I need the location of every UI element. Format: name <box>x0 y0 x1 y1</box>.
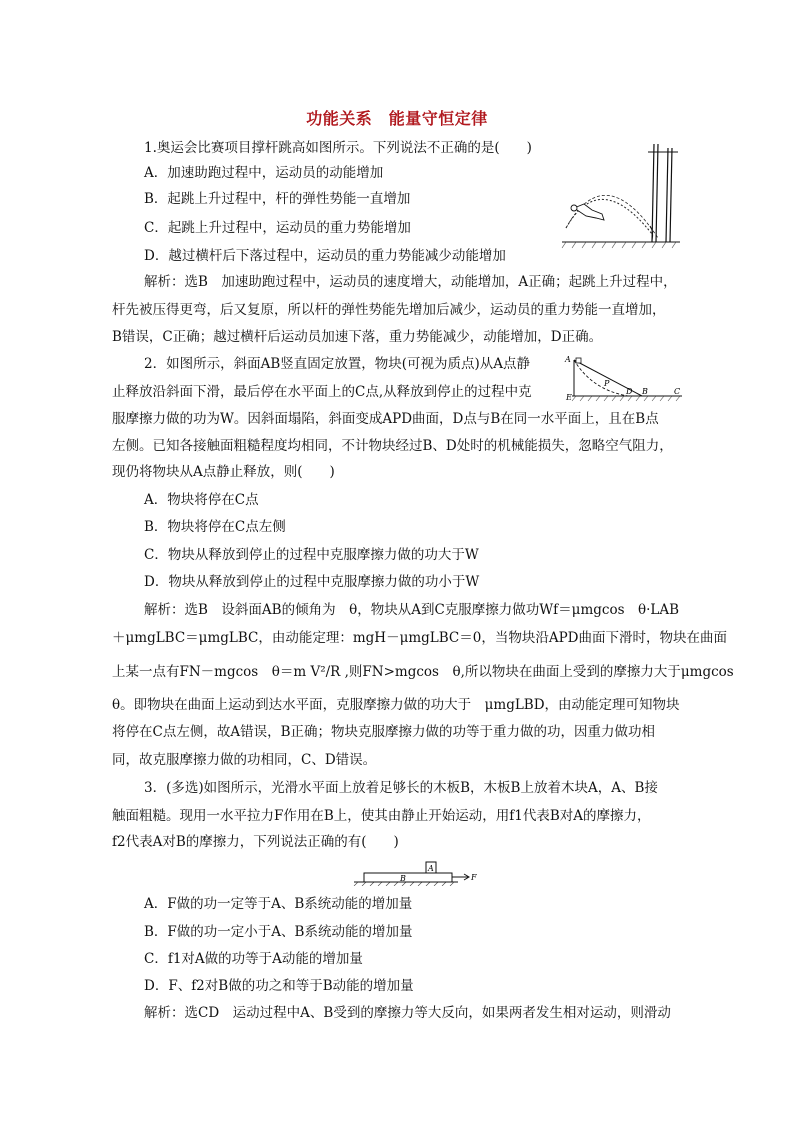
label-f: F <box>471 873 477 882</box>
block-board-figure <box>350 856 480 886</box>
q2-stem-line: 服摩擦力做的功为W。因斜面塌陷，斜面变成APD曲面，D点与B在同一水平面上，且在B点 <box>112 411 659 427</box>
q3-stem-line: 3．(多选)如图所示，光滑水平面上放着足够长的木板B，木板B上放着木块A，A、B接 <box>144 780 658 796</box>
pole-vault-figure <box>560 138 685 250</box>
q1-option-b: B．起跳上升过程中，杆的弹性势能一直增加 <box>144 191 411 207</box>
label-a: A <box>565 355 571 364</box>
q1-analysis-line: 解析：选B 加速助跑过程中，运动员的速度增大，动能增加，A正确；起跳上升过程中， <box>144 274 677 290</box>
q3-option-d: D．F、f2对B做的功之和等于B动能的增加量 <box>144 978 414 994</box>
page-title: 功能关系 能量守恒定律 <box>306 109 488 128</box>
q3-stem-line: f2代表A对B的摩擦力，下列说法正确的有( ) <box>112 834 399 850</box>
label-e: E <box>566 393 572 402</box>
label-b: B <box>642 387 648 396</box>
q2-option-d: D．物块从释放到停止的过程中克服摩擦力做的功小于W <box>144 574 480 590</box>
q1-option-a: A．加速助跑过程中，运动员的动能增加 <box>144 165 384 181</box>
q3-analysis-line: 解析：选CD 运动过程中A、B受到的摩擦力等大反向，如果两者发生相对运动，则滑动 <box>144 1005 671 1021</box>
q2-option-a: A．物块将停在C点 <box>144 492 259 508</box>
q2-stem-line: 止释放沿斜面下滑，最后停在水平面上的C点,从释放到停止的过程中克 <box>112 384 532 400</box>
q2-analysis-line: 同，故克服摩擦力做的功相同，C、D错误。 <box>112 752 377 768</box>
q2-analysis-line: 上某一点有FN－mgcos θ＝m V²/R ,则FN>mgcos θ,所以物块在曲面上受到的摩擦力大于μmgcos <box>112 664 734 680</box>
q3-option-c: C．f1对A做的功等于A动能的增加量 <box>144 951 363 967</box>
q3-option-b: B．F做的功一定小于A、B系统动能的增加量 <box>144 924 413 940</box>
q3-stem-line: 触面粗糙。现用一水平拉力F作用在B上，使其由静止开始运动，用f1代表B对A的摩擦力， <box>112 808 651 824</box>
q2-analysis-line: 解析：选B 设斜面AB的倾角为 θ，物块从A到C克服摩擦力做功Wf＝μmgcos θ·LAB <box>144 602 680 618</box>
q1-stem: 1.奥运会比赛项目撑杆跳高如图所示。下列说法不正确的是( ) <box>144 140 532 156</box>
q1-analysis-line: B错误，C正确；越过横杆后运动员加速下落，重力势能减少，动能增加，D正确。 <box>112 329 603 345</box>
q1-option-c: C．起跳上升过程中，运动员的重力势能增加 <box>144 220 411 236</box>
q2-option-c: C．物块从释放到停止的过程中克服摩擦力做的功大于W <box>144 547 479 563</box>
q2-option-b: B．物块将停在C点左侧 <box>144 519 286 535</box>
q2-stem-line: 2．如图所示，斜面AB竖直固定放置，物块(可视为质点)从A点静 <box>144 356 531 372</box>
q2-analysis-line: ＋μmgLBC＝μmgLBC，由动能定理：mgH－μmgLBC＝0，当物块沿APD曲面下滑时，物块在曲面 <box>112 630 728 646</box>
label-a: A <box>428 864 434 873</box>
q1-analysis-line: 杆先被压得更弯，后又复原，所以杆的弹性势能先增加后减少，运动员的重力势能一直增加， <box>112 302 666 318</box>
incline-figure <box>562 352 686 402</box>
q2-analysis-line: θ。即物块在曲面上运动到达水平面，克服摩擦力做的功大于 μmgLBD，由动能定理可知物块 <box>112 697 680 713</box>
q2-stem-line: 左侧。已知各接触面粗糙程度均相同，不计物块经过B、D处时的机械能损失，忽略空气阻力， <box>112 438 673 454</box>
label-p: P <box>604 379 610 388</box>
label-b: B <box>400 874 406 883</box>
label-d: D <box>626 387 633 396</box>
q1-option-d: D．越过横杆后下落过程中，运动员的重力势能减少动能增加 <box>144 248 506 264</box>
q2-stem-line: 现仍将物块从A点静止释放，则( ) <box>112 464 335 480</box>
q3-option-a: A．F做的功一定等于A、B系统动能的增加量 <box>144 896 413 912</box>
q2-analysis-line: 将停在C点左侧，故A错误，B正确；物块克服摩擦力做的功等于重力做的功，因重力做功相 <box>112 724 655 740</box>
label-c: C <box>674 387 681 396</box>
